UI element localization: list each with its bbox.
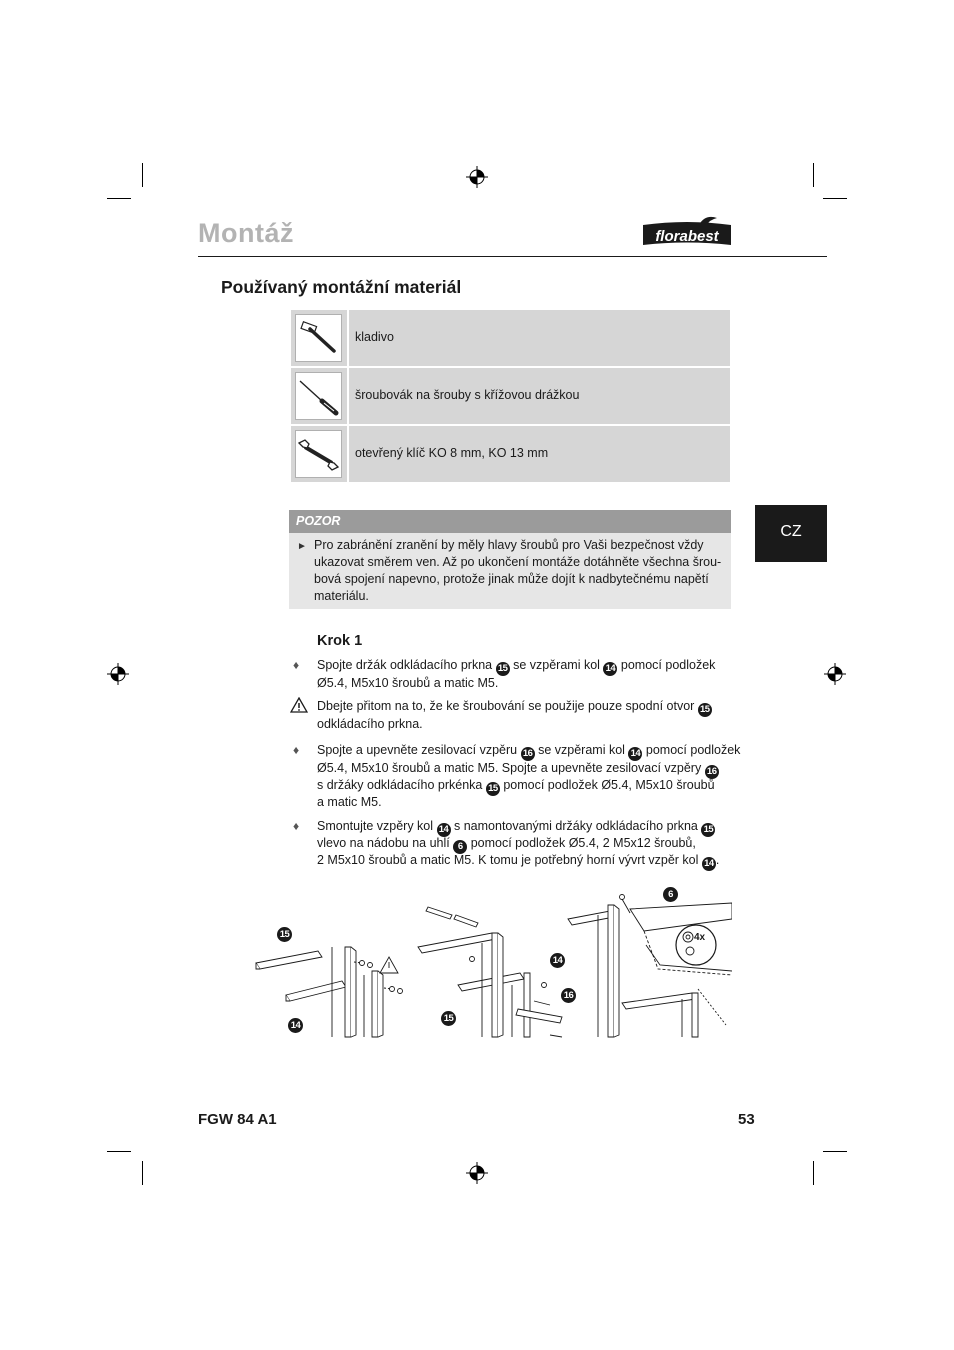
crop-mark: [107, 198, 131, 199]
page-title: Montáž: [198, 218, 294, 248]
assembly-illustration: [250, 885, 732, 1041]
language-tab: [755, 505, 827, 562]
step-text: odkládacího prkna.: [317, 717, 423, 731]
hammer-icon: [295, 314, 342, 362]
part-number-badge: 15: [701, 823, 715, 837]
step-text: Ø5.4, M5x10 šroubů a matic M5.: [317, 676, 499, 690]
warning-line: materiálu.: [314, 589, 369, 603]
part-number-badge: 15: [698, 703, 712, 717]
crop-mark: [142, 163, 143, 187]
header-rule: [198, 256, 827, 257]
step-text: Spojte držák odkládacího prkna 15 se vzpěrami kol 14 pomocí podložek: [317, 658, 716, 674]
screwdriver-icon: [295, 372, 342, 420]
part-number-badge: 6: [453, 840, 467, 854]
step-text: 2 M5x10 šroubů a matic M5. K tomu je potřebný horní vývrt vzpěr kol 14 .: [317, 853, 720, 869]
tool-label: kladivo: [355, 330, 394, 344]
crop-mark: [823, 198, 847, 199]
diamond-bullet-icon: ♦: [293, 658, 300, 672]
warning-title: POZOR: [296, 514, 341, 528]
figure-callout: 14: [550, 953, 565, 968]
step-title: Krok 1: [317, 633, 363, 649]
divider: [347, 368, 349, 424]
wrench-icon: [295, 430, 342, 478]
quantity-label: 4x: [694, 932, 706, 943]
crop-mark: [813, 163, 814, 187]
registration-mark-icon: [824, 663, 846, 685]
section-title: Používaný montážní materiál: [221, 277, 462, 297]
brand-logo: [641, 216, 733, 247]
warning-body: [289, 533, 731, 609]
figure-callout: 16: [561, 988, 576, 1003]
crop-mark: [823, 1151, 847, 1152]
registration-mark-icon: [466, 166, 488, 188]
part-number-badge: 14: [702, 857, 716, 871]
tool-label: šroubovák na šrouby s křížovou drážkou: [355, 388, 580, 402]
brand-logo-text: florabest: [655, 228, 719, 245]
page-number: 53: [738, 1111, 755, 1128]
diamond-bullet-icon: ♦: [293, 819, 300, 833]
step-text: a matic M5.: [317, 795, 382, 809]
tool-label: otevřený klíč KO 8 mm, KO 13 mm: [355, 446, 549, 460]
part-number-badge: 14: [437, 823, 451, 837]
part-number-badge: 15: [496, 662, 510, 676]
warning-triangle-icon: [290, 697, 308, 713]
warning-line: Pro zabránění zranění by měly hlavy šroubů pro Vaši bezpečnost vždy: [314, 538, 704, 552]
diamond-bullet-icon: ♦: [293, 743, 300, 757]
registration-mark-icon: [466, 1162, 488, 1184]
figure-callout: 6: [663, 887, 678, 902]
divider: [347, 310, 349, 366]
part-number-badge: 14: [603, 662, 617, 676]
step-text: Dbejte přitom na to, že ke šroubování se použije pouze spodní otvor 15: [317, 699, 712, 717]
tool-row: [291, 310, 730, 366]
divider: [347, 426, 349, 482]
step-text: Ø5.4, M5x10 šroubů a matic M5. Spojte a upevněte zesilovací vzpěry 16: [317, 761, 719, 779]
language-tab-label: CZ: [780, 523, 802, 540]
warning-line: bová spojení napevno, protože jinak může dojít k nadbytečnému napětí: [314, 572, 709, 586]
arrow-right-icon: ►: [297, 541, 307, 552]
step-text: vlevo na nádobu na uhlí 6 pomocí podložek Ø5.4, 2 M5x12 šroubů,: [317, 836, 696, 852]
part-number-badge: 14: [628, 747, 642, 761]
part-number-badge: 16: [705, 765, 719, 779]
figure-callout: 14: [288, 1018, 303, 1033]
part-number-badge: 15: [486, 782, 500, 796]
registration-mark-icon: [107, 663, 129, 685]
step-text: Spojte a upevněte zesilovací vzpěru 16 se vzpěrami kol 14 pomocí podložek: [317, 743, 741, 759]
crop-mark: [813, 1161, 814, 1185]
crop-mark: [107, 1151, 131, 1152]
tool-row: [291, 426, 730, 482]
step-text: s držáky odkládacího prkénka 15 pomocí podložek Ø5.4, M5x10 šroubů: [317, 778, 715, 794]
step-text: Smontujte vzpěry kol 14 s namontovanými držáky odkládacího prkna 15: [317, 819, 715, 837]
warning-header: [289, 510, 731, 533]
part-number-badge: 16: [521, 747, 535, 761]
model-number: FGW 84 A1: [198, 1111, 277, 1128]
figure-callout: 15: [277, 927, 292, 942]
warning-line: ukazovat směrem ven. Až po ukončení montáže dotáhněte všechna šrou-: [314, 555, 722, 569]
tool-row: [291, 368, 730, 424]
crop-mark: [142, 1161, 143, 1185]
figure-callout: 15: [441, 1011, 456, 1026]
